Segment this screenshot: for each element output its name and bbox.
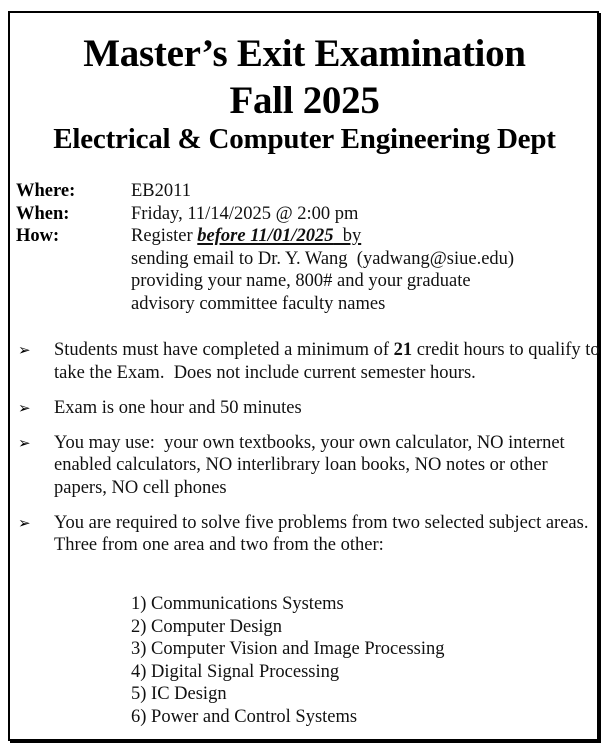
registration-deadline bbox=[197, 226, 361, 246]
credit-hours-count: 21 bbox=[393, 340, 413, 360]
info-how bbox=[16, 225, 514, 248]
subject-area-item: 1) Communications Systems bbox=[131, 594, 344, 614]
subject-area-item: 6) Power and Control Systems bbox=[131, 706, 358, 727]
subject-areas-list bbox=[131, 593, 445, 728]
subject-area-item: 2) Computer Design bbox=[131, 616, 283, 637]
subject-area-item: 4) Digital Signal Processing bbox=[131, 661, 340, 682]
how-line-3: advisory committee faculty names bbox=[131, 293, 386, 314]
info-where bbox=[16, 180, 514, 203]
deadline-suffix: by bbox=[333, 226, 362, 246]
deadline-date: before 11/01/2025 bbox=[197, 226, 334, 246]
credit-text-post: credit hours to qualify to take the Exam. Does not include current semester hours. bbox=[54, 340, 605, 383]
exam-title: Master’s Exit Examination bbox=[83, 32, 526, 75]
how-value bbox=[131, 225, 361, 248]
how-line-2: providing your name, 800# and your graduate bbox=[131, 271, 471, 291]
arrowhead-bullet-icon: ➢ bbox=[18, 341, 31, 359]
how-label: How: bbox=[16, 226, 60, 246]
when-label: When: bbox=[16, 203, 70, 224]
arrowhead-bullet-icon: ➢ bbox=[18, 513, 31, 532]
arrowhead-bullet-icon: ➢ bbox=[18, 398, 31, 417]
arrowhead-bullet-icon: ➢ bbox=[18, 433, 31, 452]
requirement-problems bbox=[18, 512, 609, 557]
credit-text-pre: Students must have completed a minimum of bbox=[54, 340, 394, 360]
where-value: EB2011 bbox=[131, 181, 191, 201]
info-when bbox=[16, 203, 514, 226]
subject-area-item: 5) IC Design bbox=[131, 684, 227, 704]
problems-text: You are required to solve five problems from two selected subject areas. Three from one area and two from the other: bbox=[54, 512, 598, 555]
where-label: Where: bbox=[16, 181, 76, 201]
exam-term: Fall 2025 bbox=[229, 79, 380, 122]
how-line-1: sending email to Dr. Y. Wang (yadwang@siue.edu) bbox=[131, 248, 515, 269]
exam-info bbox=[16, 180, 514, 315]
requirement-allowed-materials bbox=[18, 432, 584, 500]
duration-text: Exam is one hour and 50 minutes bbox=[54, 397, 302, 418]
requirements-list bbox=[18, 339, 605, 569]
subject-area-item: 3) Computer Vision and Image Processing bbox=[131, 639, 445, 659]
when-value: Friday, 11/14/2025 @ 2:00 pm bbox=[131, 203, 359, 224]
register-text: Register bbox=[131, 226, 198, 246]
requirement-duration bbox=[18, 397, 598, 420]
department-name: Electrical & Computer Engineering Dept bbox=[53, 123, 556, 155]
requirement-credit-hours bbox=[18, 339, 605, 384]
allowed-materials-text: You may use: your own textbooks, your own calculator, NO internet enabled calculators, NO interlibrary loan books, NO notes or other papers, NO cell phones bbox=[54, 432, 570, 498]
